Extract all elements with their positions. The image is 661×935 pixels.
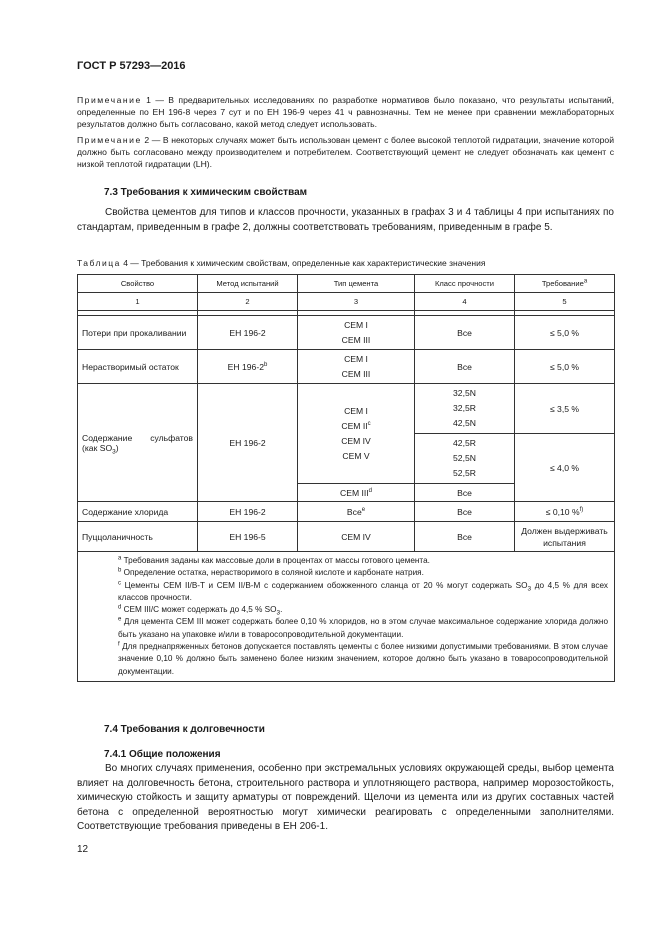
- cement-type-cell: CEM III$^d$: [298, 484, 415, 502]
- strength-class-cell: 32,5N 32,5R 42,5N: [415, 384, 515, 434]
- method-cell: ЕН 196-2$^b$: [198, 350, 298, 384]
- column-number: 3: [298, 293, 415, 311]
- chemical-requirements-table: [77, 274, 615, 682]
- column-number: 2: [198, 293, 298, 311]
- document-header: ГОСТ Р 57293—2016: [77, 60, 186, 72]
- column-number-row: [78, 293, 615, 311]
- requirement-cell: ≤ 5,0 %: [515, 350, 615, 384]
- table-row-sulfate: [78, 384, 615, 434]
- subsection-heading-7-4-1: 7.4.1 Общие положения: [104, 749, 221, 760]
- footnote-a: $^a$ Требования заданы как массовые доли в процентах от массы готового цемента.: [118, 555, 430, 565]
- cement-type-cell: CEM I CEM III: [298, 316, 415, 350]
- requirement-cell: Должен выдерживать испытания: [515, 522, 615, 552]
- strength-class-cell: 42,5R 52,5N 52,5R: [415, 434, 515, 484]
- requirement-cell: ≤ 5,0 %: [515, 316, 615, 350]
- table-row-loss: [78, 316, 615, 350]
- strength-class-cell: Все: [415, 350, 515, 384]
- section-heading-7-4: 7.4 Требования к долговечности: [104, 724, 265, 735]
- note-2: [77, 134, 614, 170]
- note-1: [77, 94, 614, 130]
- section-paragraph-7-4-1: Во многих случаях применения, особенно при экстремальных условиях окружающей среды, выбор цемента влияет на долговечность бетона, строительного раствора и уплотняющего раствора, например морозостойкость, химическую стойкость и защиту арматуры от повреждений. Щелочи из цемента или из других составных частей бетона с определенной вероятностью могут химически реагировать с определенными заполнителями. Соответствующие требования приведены в ЕН 206-1.: [77, 763, 614, 833]
- property-cell: Содержание хлорида: [78, 502, 198, 522]
- footnote-c: $^c$ Цементы CEM II/B-T и CEM II/B-M с содержанием обожженного сланца от 20 % могут содержать $SO_3$ до 4,5 % для всех классов прочности.: [118, 579, 608, 602]
- table-row-insoluble: [78, 350, 615, 384]
- property-cell: Нерастворимый остаток: [78, 350, 198, 384]
- footnote-e: $^e$ Для цемента CEM III может содержать более 0,10 % хлоридов, но в этом случае максимальное содержание хлорида должно быть указано на упаковке и/или в товаросопроводительной документации.: [118, 616, 608, 639]
- table-row-pozzolanicity: [78, 522, 615, 552]
- method-cell: ЕН 196-2: [198, 384, 298, 502]
- cement-type-cell: CEM I CEM III: [298, 350, 415, 384]
- method-cell: ЕН 196-5: [198, 522, 298, 552]
- column-header: Требование$^a$: [515, 275, 615, 293]
- column-header: Тип цемента: [298, 275, 415, 293]
- note-text: 1 — В предварительных исследованиях по разработке нормативов было показано, что результаты испытаний, определенные по ЕН 196-8 через 7 сут и по ЕН 196-9 через 41 ч равнозначны. Тем не менее при сравнении межлабораторных результатов должно быть согласовано, какой метод следует использовать.: [77, 95, 614, 129]
- footnote-f: $^f$ Для преднапряженных бетонов допускается поставлять цементы с более низкими допустимыми требованиями. В этом случае значение 0,10 % должно быть заменено более низким значением, которое должно быть указано в товаросопроводительной документации.: [118, 641, 608, 676]
- property-cell: Пуццоланичность: [78, 522, 198, 552]
- column-header: Класс прочности: [415, 275, 515, 293]
- section-paragraph-7-3: Свойства цементов для типов и классов прочности, указанных в графах 3 и 4 таблицы 4 при испытаниях по стандартам, приведенным в графе 2, должны соответствовать требованиям, приведенным в графе 5.: [77, 207, 614, 233]
- strength-class-cell: Все: [415, 316, 515, 350]
- note-label: Примечание: [77, 135, 142, 145]
- column-number: 5: [515, 293, 615, 311]
- section-heading-7-3: 7.3 Требования к химическим свойствам: [104, 187, 308, 198]
- table-row-chloride: [78, 502, 615, 522]
- footnote-b: $^b$ Определение остатка, нерастворимого в соляной кислоте и карбонате натрия.: [118, 567, 424, 578]
- requirement-cell: ≤ 4,0 %: [515, 434, 615, 502]
- column-header: Метод испытаний: [198, 275, 298, 293]
- table-caption: [77, 258, 485, 268]
- strength-class-cell: Все: [415, 522, 515, 552]
- strength-class-cell: Все: [415, 484, 515, 502]
- table-footnotes-row: [78, 552, 615, 682]
- footnote-d: $^d$ CEM III/C может содержать до 4,5 % $SO_3$.: [118, 604, 283, 617]
- note-label: Примечание: [77, 95, 142, 105]
- requirement-cell: ≤ 0,10 %$^{f)}$: [515, 502, 615, 522]
- method-cell: ЕН 196-2: [198, 502, 298, 522]
- column-header: Свойство: [78, 275, 198, 293]
- column-number: 1: [78, 293, 198, 311]
- requirement-cell: ≤ 3,5 %: [515, 384, 615, 434]
- note-text: 2 — В некоторых случаях может быть использован цемент с более высокой теплотой гидратации, значение которой должно быть согласовано между производителем и потребителем. Соответствующий цемент не следует обозначать как цемент с низкой теплотой гидратации (LH).: [77, 135, 614, 169]
- table-header-row: [78, 275, 615, 293]
- table-caption-text: 4 — Требования к химическим свойствам, определенные как характеристические значения: [120, 258, 486, 268]
- page-number: 12: [77, 844, 89, 855]
- cement-type-cell: Все$^e$: [298, 502, 415, 522]
- property-cell: Потери при прокаливании: [78, 316, 198, 350]
- cement-type-cell: CEM I CEM $II^c$ CEM IV CEM V: [298, 384, 415, 484]
- column-number: 4: [415, 293, 515, 311]
- table-footnotes: [78, 552, 615, 682]
- method-cell: ЕН 196-2: [198, 316, 298, 350]
- property-cell: Содержание сульфатов (как $SO_3$): [78, 384, 198, 502]
- table-caption-label: Таблица: [77, 258, 121, 268]
- strength-class-cell: Все: [415, 502, 515, 522]
- cement-type-cell: CEM IV: [298, 522, 415, 552]
